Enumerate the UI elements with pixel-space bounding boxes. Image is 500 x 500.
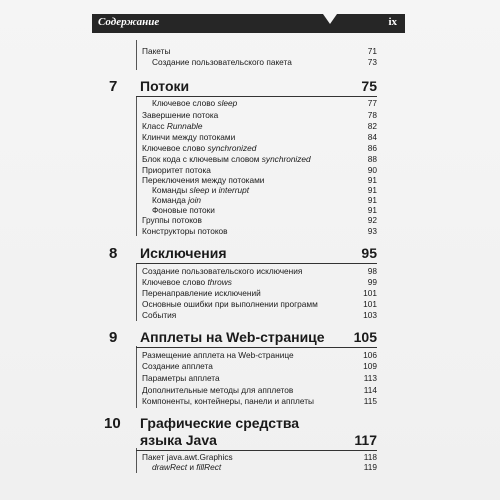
toc-entry: Блок кода с ключевым словом synchronized 88 <box>142 154 377 164</box>
toc-entry: Пакеты 71 <box>142 46 377 56</box>
toc-entry: Клинчи между потоками 84 <box>142 132 377 142</box>
toc-entry: Размещение апплета на Web-странице 106 <box>142 350 377 360</box>
header-page-number: ix <box>388 16 397 28</box>
toc-entry: Создание пользовательского пакета 73 <box>152 57 377 67</box>
toc-entry: Пакет java.awt.Graphics 118 <box>142 452 377 462</box>
header-title: Содержание <box>98 16 160 28</box>
header-notch <box>323 14 337 24</box>
toc-entry: Перенаправление исключений 101 <box>142 288 377 298</box>
toc-entry: drawRect и fillRect 119 <box>152 462 377 472</box>
toc-entry: Фоновые потоки 91 <box>152 205 377 215</box>
toc-entry: Переключения между потоками 91 <box>142 175 377 185</box>
running-header <box>92 14 405 33</box>
toc-entry: Приоритет потока 90 <box>142 165 377 175</box>
toc-entry: Основные ошибки при выполнении программ 101 <box>142 299 377 309</box>
toc-entry: Команда join 91 <box>152 195 377 205</box>
toc-entry: Ключевое слово synchronized 86 <box>142 143 377 153</box>
toc-entry: Компоненты, контейнеры, панели и апплеты 115 <box>142 396 377 406</box>
toc-entry: Группы потоков 92 <box>142 215 377 225</box>
toc-entry: Конструкторы потоков 93 <box>142 226 377 236</box>
toc-entry: Команды sleep и interrupt 91 <box>152 185 377 195</box>
toc-entry: Создание пользовательского исключения 98 <box>142 266 377 276</box>
toc-entry: Класс Runnable 82 <box>142 121 377 131</box>
toc-entry: Дополнительные методы для апплетов 114 <box>142 385 377 395</box>
toc-entry: Создание апплета 109 <box>142 361 377 371</box>
toc-entry: Параметры апплета 113 <box>142 373 377 383</box>
toc-entry: Завершение потока 78 <box>142 110 377 120</box>
book-page: Содержание ix Пакеты 71 Создание пользовательского пакета 73 7 Потоки 75 Ключевое слово sleep 77 Завершение потока 78 Класс Runnable 82 Клинчи между потоками 84 Ключевое слово synchronized 86 Блок кода с ключевым словом synchronized 88 Приоритет потока 90 Переключения между потоками 91 Команды sleep и interrupt 91 Команда join 91 Фоновые потоки 91 Группы потоков 92 Конструкторы потоков 93 8 Исключения 95 Создание пользовательского исключения 98 Ключевое слово throws 99 Перенаправление исключений 101 Основные ошибки при выполнении программ 101 События 103 9 Апплеты на Web-странице 105 Размещение апплета на Web-странице 106 Создание апплета 109 Параметры апплета 113 Дополнительные методы для апплетов 114 Компоненты, контейнеры, панели и апплеты 115 10 Графические средства языка Java 117 Пакет java.awt.Graphics 118 drawRect и fillRect 119 <box>0 0 500 500</box>
toc-entry: Ключевое слово sleep 77 <box>152 98 377 108</box>
toc-entry: События 103 <box>142 310 377 320</box>
toc-entry: Ключевое слово throws 99 <box>142 277 377 287</box>
